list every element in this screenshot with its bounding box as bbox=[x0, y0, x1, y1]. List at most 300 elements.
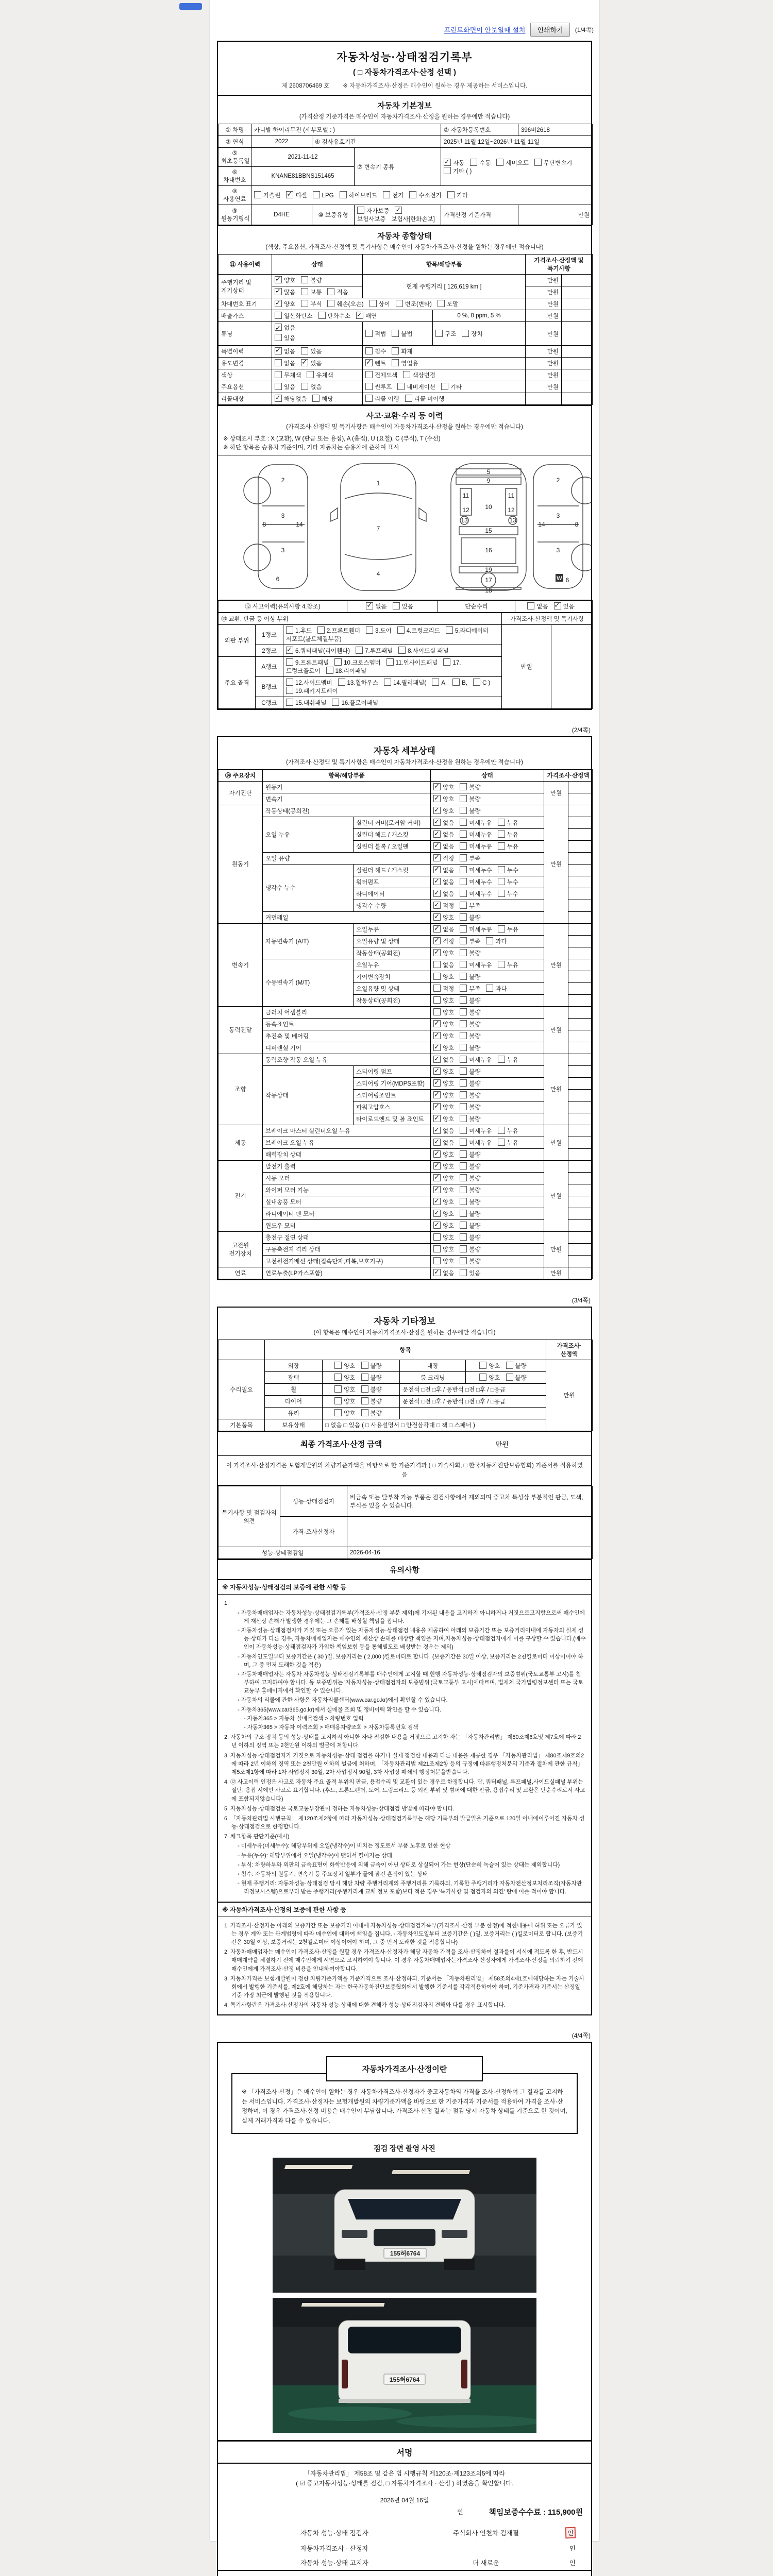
simple-repair-status bbox=[515, 600, 593, 612]
page-2-badge: (2/4쪽) bbox=[572, 726, 591, 734]
notes-cell bbox=[562, 346, 593, 358]
checkbox bbox=[498, 819, 505, 826]
notes-cell bbox=[568, 793, 593, 805]
option-label: 불량 bbox=[469, 1080, 481, 1087]
option-label: 미세누수 bbox=[469, 867, 492, 874]
rank-a: A랭크 bbox=[256, 656, 283, 676]
svg-text:10: 10 bbox=[485, 503, 492, 511]
option-label: 무단변속기 bbox=[543, 160, 573, 166]
option-label: 불량 bbox=[469, 950, 481, 957]
basic-info-heading: 자동차 기본정보 bbox=[377, 101, 432, 110]
checkbox-checked bbox=[433, 807, 441, 814]
checkbox-checked bbox=[433, 949, 441, 956]
status-options bbox=[431, 935, 544, 947]
signer-row bbox=[218, 2541, 591, 2555]
checkbox bbox=[361, 1385, 368, 1393]
option-label: 수소전기 bbox=[418, 193, 442, 199]
option-label: 13.휠하우스 bbox=[347, 680, 378, 686]
svg-text:18: 18 bbox=[485, 586, 492, 594]
print-button[interactable]: 인쇄하기 bbox=[530, 23, 569, 37]
checkbox bbox=[506, 1374, 513, 1381]
checkbox bbox=[301, 300, 308, 307]
option-label: 양호 bbox=[443, 784, 455, 791]
table-row bbox=[219, 393, 593, 405]
status-options bbox=[431, 1089, 544, 1101]
group-동력전달: 동력전달 bbox=[219, 1006, 263, 1054]
notes-cell bbox=[568, 1125, 593, 1137]
notes-cell bbox=[562, 369, 593, 381]
option-label: 양호 bbox=[284, 278, 296, 284]
option-label: 누수 bbox=[507, 867, 518, 874]
inspection-date-label: 성능·상태점검일 bbox=[219, 1547, 347, 1559]
notes-cell bbox=[568, 923, 593, 935]
table-row bbox=[219, 1486, 593, 1517]
notice-paragraph: 2. 자동차의 구조·장치 등의 성능·상태를 고지하지 아니한 자나 점검한 내용을 거짓으로 고지한 자는 「자동차관리법」 제80조제6호및 제7호에 따라 2년 이하의 징역 또는 2천만원 이하의 벌금에 처합니다. bbox=[224, 1734, 581, 1749]
repair-item-status bbox=[323, 1371, 400, 1383]
checkbox-checked bbox=[275, 300, 282, 307]
checkbox bbox=[340, 191, 347, 198]
subitem-label: 오일누유 bbox=[354, 959, 431, 971]
signer-seal: 인 bbox=[569, 2560, 576, 2567]
table-row bbox=[219, 805, 593, 817]
option-label: 불량 bbox=[469, 1033, 481, 1040]
checkbox bbox=[275, 312, 282, 319]
table-row bbox=[219, 600, 593, 612]
col-price: 가격조사·산정액 bbox=[546, 1340, 593, 1360]
checkbox bbox=[462, 330, 469, 337]
form-table bbox=[218, 613, 593, 709]
option-label: 불량 bbox=[469, 1151, 481, 1158]
svg-text:8: 8 bbox=[575, 520, 579, 528]
option-label: 없음 bbox=[443, 832, 455, 838]
checkbox-checked bbox=[433, 795, 441, 802]
checkbox bbox=[433, 1257, 441, 1264]
option-label: 양호 bbox=[443, 1045, 455, 1052]
checkbox bbox=[506, 1362, 513, 1369]
option-label: 기타 bbox=[450, 384, 462, 391]
mileage-label: 주행거리 및 계기상태 bbox=[219, 275, 272, 298]
status-options bbox=[431, 1101, 544, 1113]
checkbox bbox=[460, 996, 467, 1004]
table-row bbox=[219, 136, 593, 148]
option-label: 없음 bbox=[443, 1057, 455, 1063]
status-options bbox=[431, 900, 544, 911]
item-label: 연료누출(LP가스포함) bbox=[263, 1267, 431, 1279]
option-label: 자가보증 bbox=[366, 208, 390, 214]
item-label: 라디에이터 팬 모터 bbox=[263, 1208, 431, 1219]
checkbox bbox=[447, 191, 455, 198]
notes-cell bbox=[568, 911, 593, 923]
table-row bbox=[219, 322, 593, 346]
special-history-items bbox=[363, 346, 526, 358]
table-row bbox=[219, 1419, 593, 1431]
option-label: 불량 bbox=[469, 1116, 481, 1123]
notes-cell bbox=[568, 1184, 593, 1196]
option-label: 양호 bbox=[443, 1069, 455, 1075]
table-row bbox=[219, 1065, 593, 1077]
option-label: 누유 bbox=[507, 926, 518, 933]
svg-text:14: 14 bbox=[296, 520, 303, 528]
transmission-options bbox=[441, 148, 593, 186]
repair-item-detail: 운전석 □전 □후 / 동반석 □전 □후 / □응급 bbox=[400, 1383, 546, 1395]
table-row bbox=[219, 1125, 593, 1137]
checkbox bbox=[460, 1008, 467, 1015]
signature-title: 서명 bbox=[218, 2442, 591, 2464]
checkbox bbox=[433, 1008, 441, 1015]
form-table bbox=[218, 600, 593, 613]
detail-table bbox=[218, 769, 591, 1279]
engine-type-label: ⑨ 원동기형식 bbox=[219, 205, 251, 225]
checkbox bbox=[369, 300, 377, 307]
notice-paragraph: ◦ 침수: 자동차의 원동기, 변속기 등 주요장치 일부가 물에 잠긴 흔적이 있는 상태 bbox=[238, 1870, 586, 1878]
item-label: 실내송풍 모터 bbox=[263, 1196, 431, 1208]
notes-cell bbox=[568, 1077, 593, 1089]
possession-label: 보유상태 bbox=[265, 1419, 323, 1431]
notes-cell bbox=[568, 947, 593, 959]
option-label: 불량 bbox=[370, 1410, 382, 1417]
table-row bbox=[219, 1160, 593, 1172]
option-label: 가솔린 bbox=[263, 193, 281, 199]
svg-text:155허6764: 155허6764 bbox=[389, 2376, 420, 2383]
notice-paragraph: ◦ 자동차매매업자는 자동차성능·상태점검기록부(가격조사·산정 부분 제외)에 기재된 내용을 고지하지 아니하거나 거짓으로고지함으로써 매수인에게 재산상 손해가 발생한 경우에는 그 손해를 배상할 책임을 집니다. bbox=[238, 1609, 586, 1625]
checkbox bbox=[398, 647, 406, 654]
option-label: 불량 bbox=[469, 1163, 481, 1170]
rank-2: 2랭크 bbox=[256, 645, 283, 656]
checkbox bbox=[460, 890, 467, 897]
option-label: 1.후드 bbox=[295, 628, 312, 634]
notice-paragraph: 1. bbox=[224, 1600, 229, 1607]
table-row bbox=[219, 205, 593, 225]
group-전기: 전기 bbox=[219, 1160, 263, 1231]
status-options bbox=[431, 1184, 544, 1196]
item-label: 구동축전지 격리 상태 bbox=[263, 1243, 431, 1255]
checkbox-checked bbox=[433, 1067, 441, 1075]
table-row bbox=[219, 613, 593, 624]
document-title: 자동차성능·상태점검기록부 bbox=[337, 52, 473, 63]
group-조향: 조향 bbox=[219, 1054, 263, 1125]
fuel-label: ⑧ 사용연료 bbox=[219, 186, 251, 205]
notice-paragraph: 5. 자동차성능·상태점검은 국토교통부장관이 정하는 자동차성능·상태점검 방법에 따라야 합니다. bbox=[224, 1805, 455, 1812]
option-label: 없음 bbox=[443, 1140, 455, 1146]
signature-law-text bbox=[218, 2464, 591, 2489]
option-label: 과다 bbox=[495, 938, 507, 945]
checkbox-checked bbox=[433, 1174, 441, 1181]
notices-section-b-heading: ※ 자동차가격조사·산정의 보증에 관한 사항 등 bbox=[218, 1902, 591, 1917]
notes-cell bbox=[562, 298, 593, 310]
table-row bbox=[219, 148, 593, 167]
checkbox bbox=[460, 1162, 467, 1170]
option-label: 불량 bbox=[370, 1363, 382, 1369]
signer-role: 자동차 성능·상태 점검자 bbox=[300, 2530, 368, 2537]
checkbox bbox=[301, 347, 308, 354]
status-options bbox=[431, 1208, 544, 1219]
subitem-label: 스티어링조인트 bbox=[354, 1089, 431, 1101]
table-row bbox=[219, 769, 593, 781]
notice-paragraph: ◦ 부식: 차량하부와 외판의 금속표면이 화학반응에 의해 금속이 아닌 상태로 상실되어 가는 현상(단순히 녹슬어 있는 상태는 제외합니다) bbox=[238, 1861, 586, 1869]
checkbox bbox=[460, 1139, 467, 1146]
item-label: 클러치 어셈블리 bbox=[263, 1006, 431, 1018]
checkbox bbox=[460, 902, 467, 909]
checkbox-checked bbox=[433, 819, 441, 826]
notes-cell bbox=[562, 381, 593, 393]
overall-heading: 자동차 종합상태 bbox=[218, 225, 591, 242]
notes-cell bbox=[568, 1172, 593, 1184]
checkbox bbox=[435, 330, 443, 337]
checkbox bbox=[286, 687, 293, 694]
option-label: 부족 bbox=[469, 903, 481, 909]
table-row bbox=[219, 1360, 593, 1371]
option-label: 부족 bbox=[469, 855, 481, 862]
checkbox-checked bbox=[433, 1056, 441, 1063]
status-options bbox=[431, 793, 544, 805]
base-price-unit: 만원 bbox=[518, 205, 593, 225]
option-label: 미세누유 bbox=[469, 1057, 492, 1063]
status-options bbox=[431, 1054, 544, 1065]
group-제동: 제동 bbox=[219, 1125, 263, 1160]
repair-item-status-2 bbox=[466, 1371, 546, 1383]
price-cell: 만원 bbox=[526, 310, 562, 322]
notes-cell bbox=[568, 1196, 593, 1208]
emission-values: 0 %, 0 ppm, 5 % bbox=[433, 310, 526, 322]
svg-text:14: 14 bbox=[538, 520, 545, 528]
svg-text:5: 5 bbox=[486, 468, 491, 476]
recall-label: 리콜대상 bbox=[219, 393, 272, 405]
checkbox-checked bbox=[356, 312, 363, 319]
option-label: 양호 bbox=[443, 1223, 455, 1229]
year-value: 2022 bbox=[251, 136, 312, 148]
table-row bbox=[219, 255, 593, 275]
option-label: 9.프론트패널 bbox=[295, 659, 329, 666]
checkbox bbox=[403, 371, 410, 378]
panel13-price-header: 가격조사·산정액 및 특기사항 bbox=[502, 613, 593, 624]
checkbox bbox=[438, 300, 445, 307]
checkbox bbox=[392, 347, 399, 354]
table-row bbox=[219, 1255, 593, 1267]
checkbox bbox=[460, 1103, 467, 1110]
vin-mark-status bbox=[272, 298, 526, 310]
basic-info-table bbox=[218, 124, 591, 225]
checkbox bbox=[334, 1397, 342, 1404]
option-label: 18.리어패널 bbox=[335, 668, 367, 674]
option-label: 있음 bbox=[401, 603, 413, 610]
option-label: 불량 bbox=[370, 1375, 382, 1381]
status-options bbox=[431, 1267, 544, 1279]
option-label: 없음 bbox=[310, 384, 322, 391]
checkbox bbox=[460, 1079, 467, 1087]
option-label: 없음 bbox=[536, 603, 548, 610]
form-table bbox=[218, 124, 593, 225]
checkbox bbox=[441, 383, 448, 390]
item-label: 작동상태 bbox=[263, 1065, 354, 1125]
checkbox bbox=[460, 925, 467, 933]
option-label: 변조(변타) bbox=[405, 301, 432, 308]
option-label: 양호 bbox=[443, 1199, 455, 1206]
base-price-label: 가격산정 기준가격 bbox=[441, 205, 518, 225]
vin-label: ⑥ 차대번호 bbox=[219, 167, 251, 186]
checkbox-checked bbox=[433, 1079, 441, 1087]
price-cell bbox=[526, 393, 562, 405]
notice-paragraph: ◦ 미세누유(미세누수): 해당부위에 오일(냉각수)이 비치는 정도로서 부품 노후로 인한 현상 bbox=[238, 1842, 586, 1850]
other-info-note: (이 항목은 매수인이 자동차가격조사·산정을 원하는 경우에만 적습니다) bbox=[313, 1329, 496, 1336]
page-2 bbox=[217, 736, 592, 1280]
transmission-line-1 bbox=[444, 159, 590, 167]
table-row bbox=[219, 1018, 593, 1030]
checkbox-checked bbox=[433, 1162, 441, 1170]
checkbox bbox=[397, 626, 405, 634]
table-row bbox=[219, 1340, 593, 1360]
checkbox bbox=[433, 996, 441, 1004]
appraiser-label: 가격·조사산정자 bbox=[280, 1517, 347, 1547]
checkbox bbox=[433, 1245, 441, 1252]
checkbox-checked bbox=[275, 395, 282, 402]
notes-cell bbox=[568, 828, 593, 840]
table-row bbox=[219, 817, 593, 828]
emission-status bbox=[272, 310, 433, 322]
checkbox-checked bbox=[433, 1139, 441, 1146]
group-price: 만원 bbox=[544, 1160, 568, 1231]
col-blank bbox=[219, 1340, 265, 1360]
option-label: 양호 bbox=[443, 1104, 455, 1111]
checkbox bbox=[498, 1139, 505, 1146]
option-label: 하이브리드 bbox=[348, 193, 378, 199]
checkbox bbox=[460, 842, 467, 850]
option-label: 양호 bbox=[443, 950, 455, 957]
option-label: 누유 bbox=[507, 832, 518, 838]
svg-text:11: 11 bbox=[508, 492, 515, 499]
table-row bbox=[219, 358, 593, 369]
overall-note: (색상, 주요옵션, 가격조사·산정액 및 특기사항은 매수인이 자동차가격조사·산정을 원하는 경우에만 적습니다) bbox=[265, 244, 544, 250]
main-options-status bbox=[272, 381, 363, 393]
item-label: 와이퍼 모터 기능 bbox=[263, 1184, 431, 1196]
checkbox-checked bbox=[554, 602, 561, 609]
table-row bbox=[219, 1137, 593, 1148]
option-label: 수동 bbox=[479, 160, 491, 166]
notes-cell bbox=[568, 781, 593, 793]
table-row bbox=[219, 1148, 593, 1160]
repair-item-status bbox=[323, 1395, 400, 1407]
option-label: 불량 bbox=[469, 796, 481, 803]
photo-rear-view bbox=[273, 2298, 536, 2433]
item-label: 추진축 및 베어링 bbox=[263, 1030, 431, 1042]
checkbox bbox=[460, 1210, 467, 1217]
option-label: 양호 bbox=[489, 1375, 500, 1381]
item-label: 브레이크 마스터 실린더오일 누유 bbox=[263, 1125, 431, 1137]
notice-paragraph: - 자동차365 > 자동차 이력조회 > 매매용차량조회 > 자동차등록번호 검색 bbox=[244, 1724, 418, 1731]
special-history-status bbox=[272, 346, 363, 358]
status-options bbox=[431, 959, 544, 971]
option-label: 미세누유 bbox=[469, 926, 492, 933]
option-label: 없음 bbox=[443, 867, 455, 874]
option-label: 전체도색 bbox=[375, 372, 398, 379]
signer-name: 더 새로운 bbox=[473, 2560, 499, 2567]
accident-history-row bbox=[218, 600, 591, 613]
tuning-label: 튜닝 bbox=[219, 322, 272, 346]
option-label: 15.대쉬패널 bbox=[295, 700, 327, 706]
page-3-badge: (3/4쪽) bbox=[572, 1296, 591, 1304]
option-label: 불량 bbox=[469, 1092, 481, 1099]
install-print-helper-link[interactable]: 프린트화면이 안보일때 설치 bbox=[444, 26, 526, 34]
price-basis-note: 이 가격조사·산정가격은 보험개발원의 차량기준가액을 바탕으로 한 기준가격과 ( □ 기술사회, □ 한국자동차진단보증협회) 기준서를 적용하였음 bbox=[218, 1456, 591, 1486]
car-diagram-svg bbox=[218, 459, 592, 597]
repair-item-label: 유리 bbox=[265, 1407, 323, 1419]
notes-cell bbox=[568, 1137, 593, 1148]
option-label: 16.플로어패널 bbox=[341, 700, 378, 706]
rank-a-items bbox=[283, 656, 502, 676]
svg-text:12: 12 bbox=[508, 506, 515, 514]
checkbox bbox=[361, 1374, 368, 1381]
status-options bbox=[431, 1137, 544, 1148]
option-label: 양호 bbox=[344, 1398, 356, 1405]
option-label: 불량 bbox=[469, 974, 481, 980]
checkbox bbox=[460, 1269, 467, 1276]
option-label: 누수 bbox=[507, 891, 518, 897]
other-info-heading: 자동차 기타정보 bbox=[374, 1316, 435, 1326]
group-price: 만원 bbox=[544, 923, 568, 1006]
form-table bbox=[218, 1486, 593, 1559]
notes-cell bbox=[568, 1042, 593, 1054]
col-status: 상태 bbox=[431, 769, 544, 781]
notes-cell bbox=[568, 1148, 593, 1160]
option-label: 불량 bbox=[469, 914, 481, 921]
notes-cell bbox=[568, 971, 593, 982]
subitem-label: 기어변속장치 bbox=[354, 971, 431, 982]
appraiser-opinion bbox=[347, 1517, 593, 1547]
rank-c-items bbox=[283, 697, 502, 708]
rank-2-items bbox=[283, 645, 502, 656]
option-label: 일산화탄소 bbox=[284, 313, 313, 319]
status-options bbox=[431, 1231, 544, 1243]
svg-text:2: 2 bbox=[556, 476, 560, 484]
option-label: 2.프론트휀더 bbox=[326, 628, 360, 634]
repair-item-label-2: 룸 크리닝 bbox=[400, 1371, 466, 1383]
option-label: 11.인사이드패널 bbox=[395, 659, 438, 666]
notes-cell bbox=[568, 935, 593, 947]
option-label: 불량 bbox=[469, 1258, 481, 1265]
checkbox bbox=[460, 949, 467, 956]
status-options bbox=[431, 923, 544, 935]
item-label: 충전구 절연 상태 bbox=[263, 1231, 431, 1243]
item-label: 디퍼렌셜 기어 bbox=[263, 1042, 431, 1054]
recall-status bbox=[272, 393, 363, 405]
checkbox-checked bbox=[433, 831, 441, 838]
group-price: 만원 bbox=[544, 1231, 568, 1267]
option-label: 훼손(오손) bbox=[337, 301, 364, 308]
subitem-label: 작동상태(공회전) bbox=[354, 947, 431, 959]
svg-text:3: 3 bbox=[556, 512, 560, 519]
notice-paragraph: ◦ 자동차365(www.car365.go.kr)에서 실매물 조회 및 정비이력 확인을 할 수 있습니다. bbox=[238, 1706, 586, 1714]
option-label: 있음 bbox=[310, 361, 322, 367]
engine-type-value: D4HE bbox=[251, 205, 312, 225]
checkbox-checked bbox=[433, 913, 441, 921]
svg-text:13: 13 bbox=[509, 516, 516, 524]
checkbox-checked bbox=[433, 1091, 441, 1098]
color-label: 색상 bbox=[219, 369, 272, 381]
car-name-label: ① 차명 bbox=[219, 124, 251, 136]
svg-text:1: 1 bbox=[376, 479, 380, 487]
checkbox bbox=[460, 807, 467, 814]
status-options bbox=[431, 828, 544, 840]
option-label: 양호 bbox=[443, 1151, 455, 1158]
rank-1: 1랭크 bbox=[256, 624, 283, 645]
checkbox bbox=[334, 1362, 342, 1369]
option-label: 양호 bbox=[443, 808, 455, 815]
table-row bbox=[219, 186, 593, 205]
option-label: 없음 bbox=[443, 820, 455, 826]
notice-paragraph: 4. 특기사항란은 가격조사·산정자의 자동차 성능·상태에 대한 견해가 성능·상태점검자의 견해와 다를 경우 표시합니다. bbox=[224, 2002, 506, 2009]
stacked-option: 있음 bbox=[275, 334, 360, 344]
svg-text:9: 9 bbox=[486, 477, 491, 484]
checkbox bbox=[357, 207, 364, 214]
